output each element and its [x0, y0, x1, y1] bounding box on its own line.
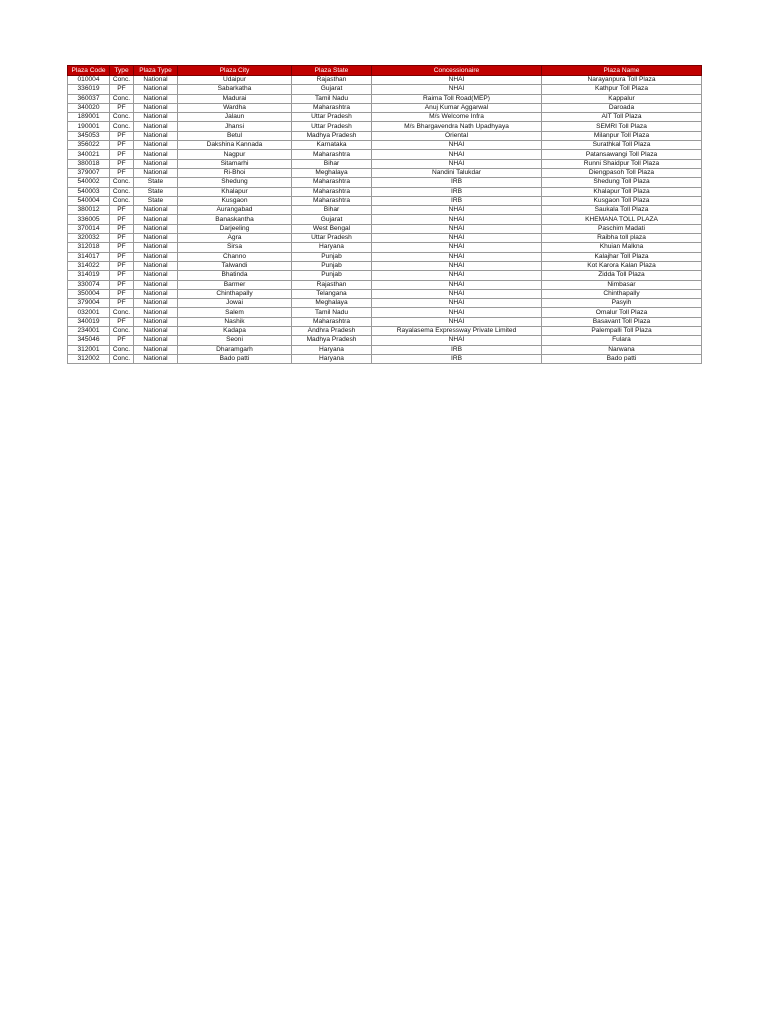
cell-plaza-state: Maharashtra: [292, 317, 372, 326]
cell-plaza-state: Telangana: [292, 289, 372, 298]
table-row: [68, 215, 702, 224]
cell-plaza-type: National: [134, 271, 178, 280]
cell-plaza-city: Dharamgarh: [178, 345, 292, 354]
table-row: [68, 345, 702, 354]
cell-plaza-type: National: [134, 317, 178, 326]
cell-plaza-state: Haryana: [292, 354, 372, 363]
cell-concessionaire: NHAI: [372, 234, 542, 243]
cell-type: PF: [110, 261, 134, 270]
table-row: [68, 317, 702, 326]
table-row: [68, 289, 702, 298]
cell-plaza-name: Surathkal Toll Plaza: [542, 141, 702, 150]
cell-concessionaire: NHAI: [372, 317, 542, 326]
cell-plaza-type: National: [134, 150, 178, 159]
cell-type: PF: [110, 215, 134, 224]
cell-plaza-city: Jhansi: [178, 122, 292, 131]
cell-concessionaire: M/s Bhargavendra Nath Upadhyaya: [372, 122, 542, 131]
cell-type: PF: [110, 234, 134, 243]
cell-type: PF: [110, 336, 134, 345]
table-row: [68, 261, 702, 270]
cell-plaza-city: Nashik: [178, 317, 292, 326]
toll-plaza-table: [67, 65, 702, 364]
cell-plaza-state: Andhra Pradesh: [292, 327, 372, 336]
header-plaza-city: Plaza City: [178, 66, 292, 76]
cell-plaza-name: SEMRI Toll Plaza: [542, 122, 702, 131]
cell-plaza-type: National: [134, 252, 178, 261]
cell-plaza-city: Udaipur: [178, 76, 292, 85]
cell-plaza-state: Rajasthan: [292, 76, 372, 85]
table-row: [68, 299, 702, 308]
cell-plaza-code: 314019: [68, 271, 110, 280]
cell-concessionaire: NHAI: [372, 141, 542, 150]
header-concessionaire: Concessionaire: [372, 66, 542, 76]
cell-plaza-name: Daroada: [542, 103, 702, 112]
cell-concessionaire: NHAI: [372, 243, 542, 252]
cell-plaza-type: National: [134, 234, 178, 243]
table-row: [68, 103, 702, 112]
header-plaza-code: Plaza Code: [68, 66, 110, 76]
cell-plaza-city: Barmer: [178, 280, 292, 289]
cell-plaza-name: Pasyih: [542, 299, 702, 308]
cell-plaza-name: Kathpur Toll Plaza: [542, 85, 702, 94]
cell-plaza-state: Karnataka: [292, 141, 372, 150]
cell-type: PF: [110, 141, 134, 150]
cell-plaza-city: Wardha: [178, 103, 292, 112]
cell-plaza-code: 312001: [68, 345, 110, 354]
cell-plaza-name: Chinthapally: [542, 289, 702, 298]
cell-plaza-type: State: [134, 178, 178, 187]
table-row: [68, 271, 702, 280]
table-row: [68, 131, 702, 140]
cell-plaza-type: National: [134, 215, 178, 224]
cell-plaza-state: Madhya Pradesh: [292, 131, 372, 140]
cell-plaza-name: Nimbasar: [542, 280, 702, 289]
cell-plaza-code: 379007: [68, 168, 110, 177]
cell-type: Conc.: [110, 196, 134, 205]
cell-plaza-type: National: [134, 289, 178, 298]
toll-plaza-sheet: [67, 65, 701, 364]
table-row: [68, 206, 702, 215]
cell-plaza-code: 380012: [68, 206, 110, 215]
cell-plaza-code: 345046: [68, 336, 110, 345]
cell-plaza-code: 314022: [68, 261, 110, 270]
table-row: [68, 234, 702, 243]
cell-plaza-name: Khuian Malkna: [542, 243, 702, 252]
cell-type: PF: [110, 243, 134, 252]
cell-plaza-state: Punjab: [292, 252, 372, 261]
cell-plaza-name: Saukala Toll Plaza: [542, 206, 702, 215]
cell-type: Conc.: [110, 327, 134, 336]
cell-type: PF: [110, 103, 134, 112]
cell-plaza-city: Shedung: [178, 178, 292, 187]
cell-plaza-code: 340021: [68, 150, 110, 159]
cell-plaza-type: National: [134, 94, 178, 103]
cell-concessionaire: IRB: [372, 345, 542, 354]
cell-plaza-state: Haryana: [292, 243, 372, 252]
cell-concessionaire: NHAI: [372, 215, 542, 224]
cell-plaza-type: National: [134, 113, 178, 122]
table-row: [68, 178, 702, 187]
cell-plaza-city: Aurangabad: [178, 206, 292, 215]
cell-plaza-code: 032001: [68, 308, 110, 317]
cell-concessionaire: IRB: [372, 187, 542, 196]
table-row: [68, 122, 702, 131]
cell-concessionaire: NHAI: [372, 85, 542, 94]
cell-concessionaire: NHAI: [372, 271, 542, 280]
cell-plaza-city: Salem: [178, 308, 292, 317]
cell-concessionaire: NHAI: [372, 150, 542, 159]
cell-plaza-code: 379004: [68, 299, 110, 308]
cell-plaza-city: Chinthapally: [178, 289, 292, 298]
header-plaza-type: Plaza Type: [134, 66, 178, 76]
cell-plaza-name: Narwana: [542, 345, 702, 354]
table-row: [68, 327, 702, 336]
cell-plaza-city: Bhatinda: [178, 271, 292, 280]
cell-plaza-code: 189001: [68, 113, 110, 122]
cell-concessionaire: Oriental: [372, 131, 542, 140]
cell-type: PF: [110, 252, 134, 261]
table-row: [68, 224, 702, 233]
cell-plaza-type: National: [134, 131, 178, 140]
table-row: [68, 187, 702, 196]
cell-concessionaire: NHAI: [372, 261, 542, 270]
cell-plaza-name: Raibha toll plaza: [542, 234, 702, 243]
cell-plaza-name: Runni Shaidpur Toll Plaza: [542, 159, 702, 168]
cell-plaza-state: Rajasthan: [292, 280, 372, 289]
cell-plaza-city: Ri-Bhoi: [178, 168, 292, 177]
cell-concessionaire: NHAI: [372, 206, 542, 215]
cell-plaza-state: Uttar Pradesh: [292, 113, 372, 122]
table-row: [68, 354, 702, 363]
cell-plaza-type: National: [134, 327, 178, 336]
cell-plaza-city: Kusgaon: [178, 196, 292, 205]
cell-type: Conc.: [110, 178, 134, 187]
cell-concessionaire: Rayalasema Expressway Private Limited: [372, 327, 542, 336]
cell-plaza-name: Omalur Toll Plaza: [542, 308, 702, 317]
cell-plaza-city: Channo: [178, 252, 292, 261]
cell-plaza-type: National: [134, 261, 178, 270]
cell-plaza-code: 330074: [68, 280, 110, 289]
cell-plaza-type: National: [134, 159, 178, 168]
cell-plaza-name: Palempalli Toll Plaza: [542, 327, 702, 336]
table-row: [68, 243, 702, 252]
cell-type: PF: [110, 317, 134, 326]
cell-plaza-code: 360037: [68, 94, 110, 103]
cell-type: PF: [110, 224, 134, 233]
cell-plaza-state: Maharashtra: [292, 187, 372, 196]
cell-plaza-name: Milanpur Toll Plaza: [542, 131, 702, 140]
cell-plaza-city: Khalapur: [178, 187, 292, 196]
cell-plaza-city: Talwandi: [178, 261, 292, 270]
cell-plaza-type: National: [134, 103, 178, 112]
cell-plaza-code: 350004: [68, 289, 110, 298]
cell-plaza-state: Uttar Pradesh: [292, 234, 372, 243]
cell-type: PF: [110, 159, 134, 168]
cell-plaza-name: Patansawangi Toll Plaza: [542, 150, 702, 159]
cell-type: PF: [110, 150, 134, 159]
table-row: [68, 76, 702, 85]
cell-plaza-code: 340020: [68, 103, 110, 112]
cell-plaza-code: 540002: [68, 178, 110, 187]
cell-type: PF: [110, 131, 134, 140]
cell-plaza-city: Jowai: [178, 299, 292, 308]
cell-plaza-type: National: [134, 206, 178, 215]
table-row: [68, 168, 702, 177]
cell-plaza-name: Kappalur: [542, 94, 702, 103]
cell-type: Conc.: [110, 345, 134, 354]
cell-plaza-type: National: [134, 243, 178, 252]
cell-plaza-code: 312018: [68, 243, 110, 252]
cell-concessionaire: IRB: [372, 196, 542, 205]
cell-plaza-type: National: [134, 224, 178, 233]
cell-concessionaire: NHAI: [372, 224, 542, 233]
cell-plaza-city: Sabarkatha: [178, 85, 292, 94]
cell-plaza-city: Banaskantha: [178, 215, 292, 224]
cell-plaza-state: Tamil Nadu: [292, 94, 372, 103]
cell-type: Conc.: [110, 76, 134, 85]
cell-plaza-city: Bado patti: [178, 354, 292, 363]
cell-concessionaire: Raima Toll Road(MEP): [372, 94, 542, 103]
cell-plaza-type: National: [134, 354, 178, 363]
table-row: [68, 280, 702, 289]
cell-plaza-state: Meghalaya: [292, 168, 372, 177]
cell-plaza-city: Sitamarhi: [178, 159, 292, 168]
cell-concessionaire: NHAI: [372, 308, 542, 317]
cell-plaza-state: Bihar: [292, 206, 372, 215]
cell-plaza-state: Haryana: [292, 345, 372, 354]
cell-plaza-type: National: [134, 308, 178, 317]
cell-plaza-city: Darjeeling: [178, 224, 292, 233]
cell-concessionaire: NHAI: [372, 336, 542, 345]
cell-concessionaire: Anuj Kumar Aggarwal: [372, 103, 542, 112]
cell-plaza-code: 540004: [68, 196, 110, 205]
cell-plaza-code: 312002: [68, 354, 110, 363]
cell-concessionaire: NHAI: [372, 252, 542, 261]
table-row: [68, 159, 702, 168]
cell-plaza-city: Nagpur: [178, 150, 292, 159]
table-row: [68, 308, 702, 317]
cell-concessionaire: NHAI: [372, 289, 542, 298]
cell-type: PF: [110, 271, 134, 280]
cell-plaza-city: Agra: [178, 234, 292, 243]
cell-plaza-name: Kalajhar Toll Plaza: [542, 252, 702, 261]
cell-concessionaire: NHAI: [372, 299, 542, 308]
cell-plaza-code: 010004: [68, 76, 110, 85]
cell-plaza-name: Zidda Toll Plaza: [542, 271, 702, 280]
cell-plaza-code: 356022: [68, 141, 110, 150]
cell-plaza-state: Punjab: [292, 261, 372, 270]
cell-type: Conc.: [110, 308, 134, 317]
cell-plaza-state: Maharashtra: [292, 150, 372, 159]
cell-type: Conc.: [110, 187, 134, 196]
cell-type: PF: [110, 168, 134, 177]
table-row: [68, 252, 702, 261]
header-row: [68, 66, 702, 76]
cell-type: Conc.: [110, 354, 134, 363]
cell-plaza-type: National: [134, 299, 178, 308]
cell-type: PF: [110, 280, 134, 289]
cell-plaza-code: 540003: [68, 187, 110, 196]
table-row: [68, 141, 702, 150]
header-plaza-state: Plaza State: [292, 66, 372, 76]
cell-type: Conc.: [110, 122, 134, 131]
cell-plaza-code: 234001: [68, 327, 110, 336]
cell-plaza-state: Gujarat: [292, 85, 372, 94]
cell-plaza-name: Kusgaon Toll Plaza: [542, 196, 702, 205]
cell-plaza-name: Diengpasoh Toll Plaza: [542, 168, 702, 177]
header-plaza-name: Plaza Name: [542, 66, 702, 76]
cell-plaza-type: National: [134, 76, 178, 85]
cell-plaza-state: Bihar: [292, 159, 372, 168]
cell-plaza-name: Fulara: [542, 336, 702, 345]
cell-plaza-code: 336005: [68, 215, 110, 224]
cell-plaza-state: Maharashtra: [292, 196, 372, 205]
cell-plaza-name: Khalapur Toll Plaza: [542, 187, 702, 196]
cell-plaza-code: 380018: [68, 159, 110, 168]
cell-concessionaire: IRB: [372, 354, 542, 363]
cell-plaza-city: Kadapa: [178, 327, 292, 336]
cell-plaza-code: 345053: [68, 131, 110, 140]
cell-plaza-code: 336019: [68, 85, 110, 94]
cell-plaza-city: Dakshina Kannada: [178, 141, 292, 150]
cell-concessionaire: Nandini Talukdar: [372, 168, 542, 177]
cell-plaza-state: Punjab: [292, 271, 372, 280]
table-row: [68, 336, 702, 345]
cell-plaza-code: 340019: [68, 317, 110, 326]
cell-concessionaire: NHAI: [372, 76, 542, 85]
cell-plaza-code: 320032: [68, 234, 110, 243]
cell-plaza-name: Kot Karora Kalan Plaza: [542, 261, 702, 270]
cell-plaza-name: AIT Toll Plaza: [542, 113, 702, 122]
cell-plaza-code: 370014: [68, 224, 110, 233]
cell-plaza-code: 314017: [68, 252, 110, 261]
table-row: [68, 94, 702, 103]
cell-plaza-state: Gujarat: [292, 215, 372, 224]
cell-plaza-name: Shedung Toll Plaza: [542, 178, 702, 187]
cell-plaza-state: Madhya Pradesh: [292, 336, 372, 345]
table-row: [68, 113, 702, 122]
cell-type: PF: [110, 206, 134, 215]
cell-type: PF: [110, 85, 134, 94]
cell-plaza-state: West Bengal: [292, 224, 372, 233]
cell-concessionaire: NHAI: [372, 159, 542, 168]
cell-plaza-state: Uttar Pradesh: [292, 122, 372, 131]
cell-type: Conc.: [110, 94, 134, 103]
cell-plaza-name: Basavant Toll Plaza: [542, 317, 702, 326]
table-row: [68, 150, 702, 159]
header-type: Type: [110, 66, 134, 76]
cell-concessionaire: M/s Welcome Infra: [372, 113, 542, 122]
cell-plaza-name: Narayanpura Toll Plaza: [542, 76, 702, 85]
cell-plaza-type: National: [134, 122, 178, 131]
cell-plaza-state: Tamil Nadu: [292, 308, 372, 317]
cell-plaza-city: Madurai: [178, 94, 292, 103]
cell-plaza-state: Meghalaya: [292, 299, 372, 308]
cell-plaza-type: National: [134, 280, 178, 289]
cell-concessionaire: IRB: [372, 178, 542, 187]
cell-plaza-city: Jalaun: [178, 113, 292, 122]
cell-plaza-name: Paschim Madati: [542, 224, 702, 233]
cell-plaza-type: National: [134, 168, 178, 177]
cell-plaza-type: State: [134, 187, 178, 196]
cell-plaza-type: National: [134, 336, 178, 345]
cell-plaza-name: KHEMANA TOLL PLAZA: [542, 215, 702, 224]
cell-plaza-name: Bado patti: [542, 354, 702, 363]
cell-plaza-type: National: [134, 141, 178, 150]
cell-type: PF: [110, 299, 134, 308]
cell-plaza-code: 190001: [68, 122, 110, 131]
table-row: [68, 85, 702, 94]
cell-type: Conc.: [110, 113, 134, 122]
cell-plaza-state: Maharashtra: [292, 103, 372, 112]
cell-plaza-type: National: [134, 345, 178, 354]
cell-plaza-state: Maharashtra: [292, 178, 372, 187]
table-row: [68, 196, 702, 205]
cell-plaza-type: National: [134, 85, 178, 94]
cell-concessionaire: NHAI: [372, 280, 542, 289]
cell-plaza-city: Betul: [178, 131, 292, 140]
cell-plaza-city: Sirsa: [178, 243, 292, 252]
cell-plaza-type: State: [134, 196, 178, 205]
cell-type: PF: [110, 289, 134, 298]
cell-plaza-city: Seoni: [178, 336, 292, 345]
